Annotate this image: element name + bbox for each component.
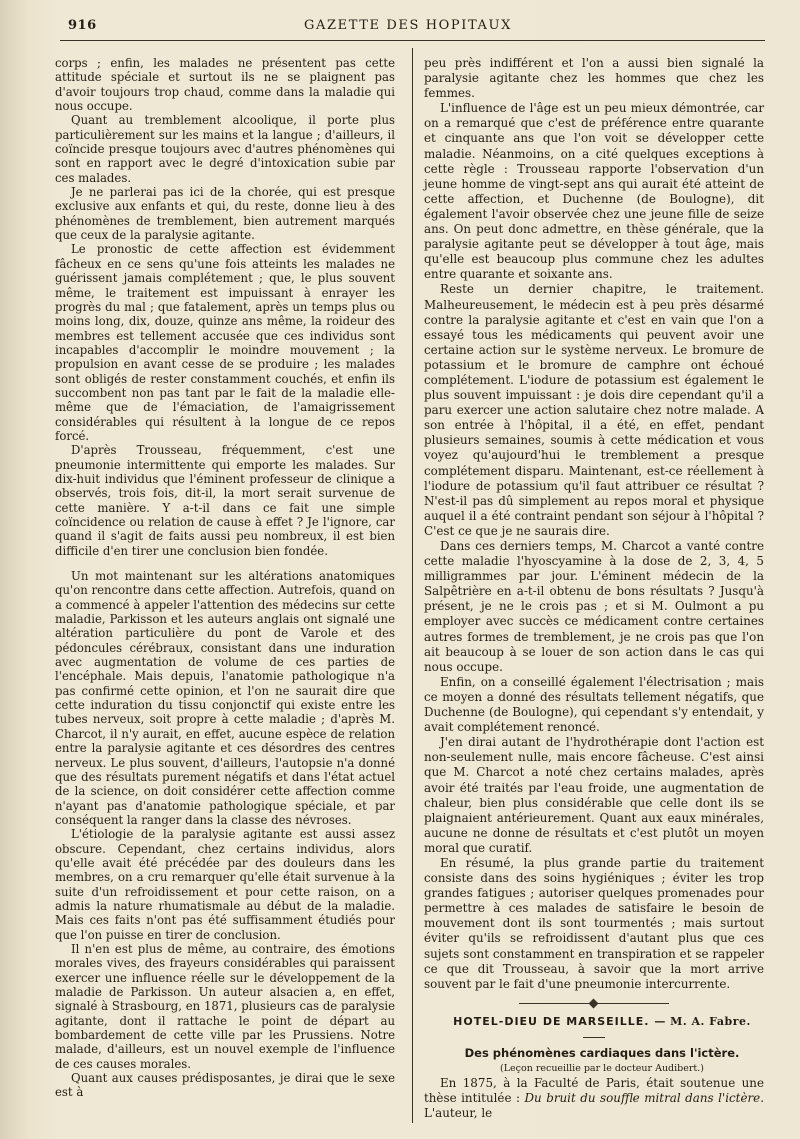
ornamental-divider bbox=[519, 1003, 669, 1004]
paragraph: D'après Trousseau, fréquemment, c'est une pneumonie intermittente qui emporte les malades. Sur dix-huit individus que l'éminent professeur de clinique a observés, trois fois, dit-il, la mort serait survenue de cette manière. Y a-t-il dans ce fait une simple coïncidence ou relation de cause à effet ? Je l'ignore, car quand il s'agit de faits aussi peu nombreux, il est bien difficile d'en tirer une conclusion bien fondée. bbox=[55, 443, 395, 558]
article-title: Des phénomènes cardiaques dans l'ictère. bbox=[464, 1045, 740, 1060]
paragraph: En résumé, la plus grande partie du traitement consiste dans des soins hygiéniques ; éviter les trop grandes fatigues ; autoriser quelques promenades pour permettre à ces malades de satisfaire le besoin de mouvement dont ils sont tourmentés ; mais surtout éviter qu'ils se refroidissent d'autant plus que ces sujets sont constamment en transpiration et se rappeler ce que dit Trousseau, à savoir que la mort arrive souvent par le fait d'une pneumonie intercurrente. bbox=[424, 855, 764, 991]
paragraph: Quant aux causes prédisposantes, je dirai que le sexe est à bbox=[55, 1071, 395, 1100]
paragraph: L'étiologie de la paralysie agitante est aussi assez obscure. Cependant, chez certains individus, alors qu'elle avait été précédée par des douleurs dans les membres, on a cru remarquer qu'elle était survenue à la suite d'un refroidissement et pour cette raison, on a admis la nature rhumatismale au début de la maladie. Mais ces faits n'ont pas été suffisamment étudiés pour que l'on puisse en tirer de conclusion. bbox=[55, 827, 395, 942]
paragraph: L'influence de l'âge est un peu mieux démontrée, car on a remarqué que c'est de préférence entre quarante et cinquante ans que l'on voit se développer cette maladie. Néanmoins, on a cité quelques exceptions à cette règle : Trousseau rapporte l'observation d'un jeune homme de vingt-sept ans qui aurait été atteint de cette affection, et Duchenne (de Boulogne), dit également l'avoir observée chez une jeune fille de seize ans. On peut donc admettre, en thèse générale, que la paralysie agitante peut se développer à tout âge, mais qu'elle est beaucoup plus commune chez les adultes entre quarante et soixante ans. bbox=[424, 101, 764, 282]
short-rule bbox=[583, 1037, 605, 1038]
section-heading bbox=[424, 1014, 764, 1029]
paragraph: peu près indifférent et l'on a aussi bien signalé la paralysie agitante chez les hommes que chez les femmes. bbox=[424, 56, 764, 101]
paragraph-text: En 1875, à la Faculté de Paris, était soutenue une thèse intitulée : bbox=[424, 1076, 764, 1106]
right-column bbox=[424, 56, 764, 1121]
header-rule bbox=[60, 40, 765, 41]
section-heading-author: — M. A. Fabre. bbox=[654, 1014, 751, 1028]
paragraph: Il n'en est plus de même, au contraire, des émotions morales vives, des frayeurs considérables qui paraissent exercer une influence réelle sur le développement de la maladie de Parkisson. Un auteur alsacien a, en effet, signalé à Strasbourg, en 1871, plusieurs cas de paralysie agitante, dont il rattache le point de départ au bombardement de cette ville par les Prussiens. Notre malade, d'ailleurs, est un nouvel exemple de l'influence de ces causes morales. bbox=[55, 941, 395, 1071]
page-number: 916 bbox=[68, 18, 97, 33]
paragraph: Dans ces derniers temps, M. Charcot a vanté contre cette maladie l'hyoscyamine à la dose de 2, 3, 4, 5 milligrammes par jour. L'éminent médecin de la Salpêtrière en a-t-il obtenu de bons résultats ? Jusqu'à présent, je ne le crois pas ; et si M. Oulmont a pu employer avec succès ce médicament contre certaines autres formes de tremblement, je ne crois pas que l'on ait beaucoup à se louer de son action dans le cas qui nous occupe. bbox=[424, 539, 764, 674]
left-column bbox=[55, 56, 395, 1100]
running-title: GAZETTE DES HOPITAUX bbox=[304, 18, 512, 33]
paragraph: Enfin, on a conseillé également l'électrisation ; mais ce moyen a donné des résultats tellement négatifs, que Duchenne (de Boulogne), qui cependant s'y entendait, y avait complétement renoncé. bbox=[424, 674, 764, 735]
page-header bbox=[48, 14, 768, 40]
paragraph: Je ne parlerai pas ici de la chorée, qui est presque exclusive aux enfants et qui, du reste, donne lieu à des phénomènes de tremblement, bien autrement marqués que ceux de la paralysie agitante. bbox=[55, 185, 395, 243]
section-heading-title: HOTEL-DIEU DE MARSEILLE. bbox=[453, 1014, 650, 1028]
paragraph bbox=[424, 1076, 764, 1121]
paragraph: corps ; enfin, les malades ne présentent pas cette attitude spéciale et surtout ils ne se plaignent pas d'avoir toujours trop chaud, comme dans la maladie qui nous occupe. bbox=[55, 56, 395, 114]
paragraph: Un mot maintenant sur les altérations anatomiques qu'on rencontre dans cette affection. Autrefois, quand on a commencé à appeler l'attention des médecins sur cette maladie, Parkisson et les auteurs anglais ont signalé une altération particulière du pont de Varole et des pédoncules cérébraux, consistant dans une induration avec augmentation de volume de ces parties de l'encéphale. Mais depuis, l'anatomie pathologique n'a pas confirmé cette opinion, et l'on ne saurait dire que cette induration du tissu conjonctif qui existe entre les tubes nerveux, soit propre à cette maladie ; d'après M. Charcot, il n'y aurait, en effet, aucune espèce de relation entre la paralysie agitante et ces désordres des centres nerveux. Le plus souvent, d'ailleurs, l'autopsie n'a donné que des résultats purement négatifs et dans l'état actuel de la science, on doit considérer cette affection comme n'ayant pas d'anatomie pathologique spéciale, et par conséquent la ranger dans la classe des névroses. bbox=[55, 569, 395, 827]
paragraph: Quant au tremblement alcoolique, il porte plus particulièrement sur les mains et la langue ; d'ailleurs, il coïncide presque toujours avec d'autres phénomènes qui sont en rapport avec le degré d'intoxication subie par ces malades. bbox=[55, 113, 395, 185]
paragraph: J'en dirai autant de l'hydrothérapie dont l'action est non-seulement nulle, mais encore fâcheuse. C'est ainsi que M. Charcot a noté chez certains malades, après avoir été traités par l'eau froide, une augmentation de chaleur, bien plus considérable que celle dont ils se plaignaient antérieurement. Quant aux eaux minérales, aucune ne donne de résultats et c'est plutôt un moyen moral que curatif. bbox=[424, 735, 764, 855]
lecture-note: (Leçon recueillie par le docteur Audibert.) bbox=[500, 1063, 704, 1074]
paragraph-text: L'auteur, le bbox=[424, 1106, 493, 1121]
thesis-title: Du bruit du souffle mitral dans l'ictère. bbox=[524, 1091, 764, 1106]
paragraph: Reste un dernier chapitre, le traitement. Malheureusement, le médecin est à peu près désarmé contre la paralysie agitante et c'est en vain que l'on a essayé tous les médicaments qui peuvent avoir une certaine action sur le système nerveux. Le bromure de potassium et le bromure de camphre ont échoué complétement. L'iodure de potassium est également le plus souvent impuissant : je dois dire cependant qu'il a paru exercer une action salutaire chez notre malade. A son entrée à l'hôpital, il a été, en effet, pendant plusieurs semaines, soumis à cette médication et vous voyez qu'aujourd'hui le tremblement a presque complétement disparu. Maintenant, est-ce réellement à l'iodure de potassium qu'il faut attribuer ce résultat ? N'est-il pas dû simplement au repos moral et physique auquel il a été contraint pendant son séjour à l'hôpital ? C'est ce que je ne saurais dire. bbox=[424, 282, 764, 538]
paragraph: Le pronostic de cette affection est évidemment fâcheux en ce sens qu'une fois atteints les malades ne guérissent jamais complétement ; que, le plus souvent même, le traitement est impuissant à enrayer les progrès du mal ; que fatalement, après un temps plus ou moins long, dix, douze, quinze ans même, la roideur des membres est tellement accusée que ces individus sont incapables d'accomplir le moindre mouvement ; la propulsion en avant cesse de se produire ; les malades sont obligés de rester constamment couchés, et enfin ils succombent non pas tant par le fait de la maladie elle-même que de l'émaciation, de l'amaigrissement considérables qui résultent à la longue de ce repos forcé. bbox=[55, 242, 395, 443]
column-divider bbox=[412, 48, 413, 1123]
